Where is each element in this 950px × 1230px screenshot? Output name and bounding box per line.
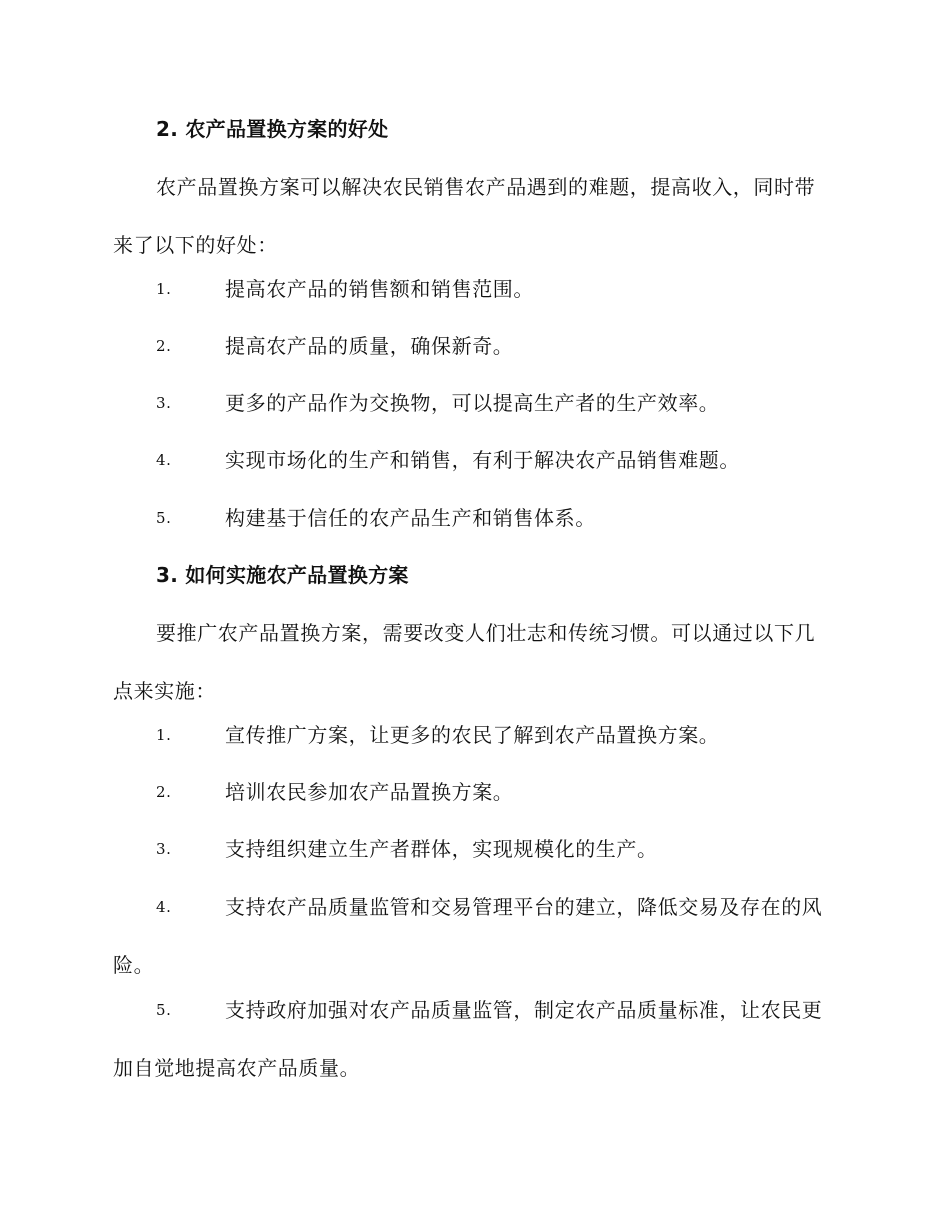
list-item-text: 支持组织建立生产者群体，实现规模化的生产。 — [225, 837, 658, 861]
list-item — [113, 820, 833, 878]
list-item — [113, 431, 833, 489]
list-item — [113, 878, 833, 994]
list-item-text: 提高农产品的销售额和销售范围。 — [225, 277, 534, 301]
list-item-text: 实现市场化的生产和销售，有利于解决农产品销售难题。 — [225, 448, 740, 472]
list-item — [113, 981, 833, 1097]
list-item — [113, 489, 833, 547]
list-item-number: 3. — [156, 394, 172, 412]
list-item — [113, 706, 833, 764]
list-item-text: 支持农产品质量监管和交易管理平台的建立，降低交易及存在的风险。 — [113, 895, 823, 977]
list-item-number: 1. — [156, 726, 172, 744]
list-item-number: 2. — [156, 337, 172, 355]
section-heading-implementation: 3. 如何实施农产品置换方案 — [156, 563, 409, 587]
list-item-number: 3. — [156, 840, 172, 858]
list-item — [113, 374, 833, 432]
list-item-text: 提高农产品的质量，确保新奇。 — [225, 334, 514, 358]
list-item-number: 2. — [156, 783, 172, 801]
list-item — [113, 763, 833, 821]
list-item-number: 4. — [156, 898, 172, 916]
list-item — [113, 317, 833, 375]
list-item-text: 支持政府加强对农产品质量监管，制定农产品质量标准，让农民更加自觉地提高农产品质量。 — [113, 998, 823, 1080]
list-item-text: 培训农民参加农产品置换方案。 — [225, 780, 514, 804]
list-item-text: 更多的产品作为交换物，可以提高生产者的生产效率。 — [225, 391, 720, 415]
list-item-text: 构建基于信任的农产品生产和销售体系。 — [225, 506, 596, 530]
list-item-text: 宣传推广方案，让更多的农民了解到农产品置换方案。 — [225, 723, 720, 747]
list-item — [113, 260, 833, 318]
section-intro-benefits: 农产品置换方案可以解决农民销售农产品遇到的难题，提高收入，同时带来了以下的好处： — [113, 175, 816, 257]
list-item-number: 1. — [156, 280, 172, 298]
section-intro-implementation: 要推广农产品置换方案，需要改变人们壮志和传统习惯。可以通过以下几点来实施： — [113, 621, 816, 703]
list-item-number: 4. — [156, 451, 172, 469]
section-heading-benefits: 2. 农产品置换方案的好处 — [156, 117, 389, 141]
list-item-number: 5. — [156, 509, 172, 527]
list-item-number: 5. — [156, 1001, 172, 1019]
